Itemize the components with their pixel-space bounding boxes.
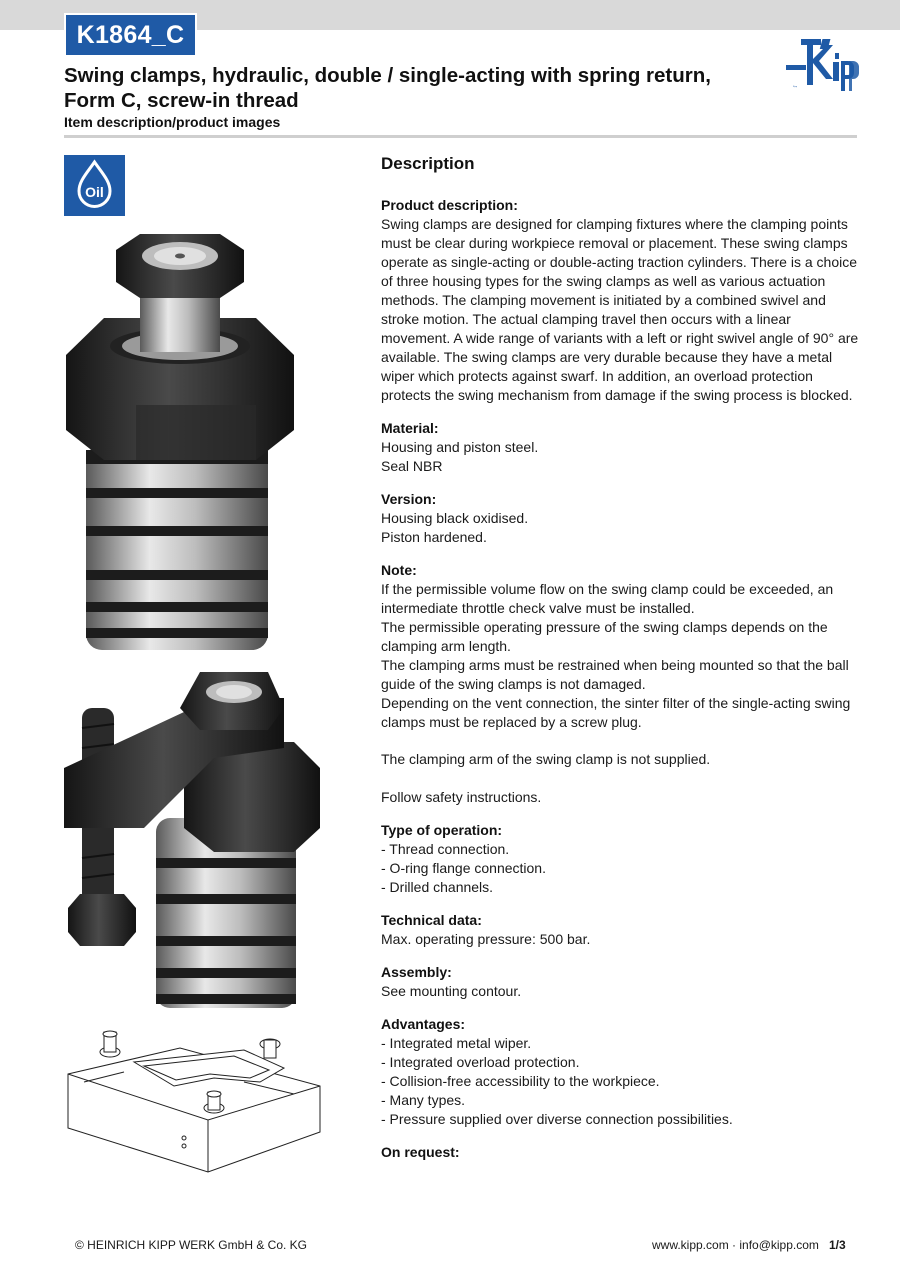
version-block — [381, 490, 859, 547]
type-of-operation-item: - Thread connection. — [381, 841, 510, 857]
oil-icon — [64, 155, 125, 216]
advantages-block — [381, 1015, 859, 1129]
type-of-operation-item: - O-ring flange connection. — [381, 860, 546, 876]
product-description-text: Swing clamps are designed for clamping fixtures where the clamping points must be clear during workpiece removal or placement. These swing clamps operate as single-acting or double-acting traction cylinders. There is a choice of three housing types for the swing clamps as well as various actuation methods. The clamping movement is initiated by a combined swivel and stroke motion. The actual clamping travel then occurs with a linear movement. A wide range of variants with a left or right swivel angle of 90° are available. The swing clamps are very durable because they have a metal wiper which protects against swarf. In addition, an overload protection protects the swing mechanism from damage if the swing process is blocked. — [381, 216, 859, 403]
page-title: Swing clamps, hydraulic, double / single-acting with spring return, Form C, screw-in thread — [64, 64, 711, 112]
material-block — [381, 419, 859, 476]
header-divider — [64, 135, 857, 138]
note-paragraph: The clamping arms must be restrained when being mounted so that the ball guide of the swing clamps is not damaged. — [381, 657, 849, 692]
page-number: 1/3 — [829, 1238, 846, 1252]
technical-data-label: Technical data: — [381, 912, 482, 928]
assembly-item: See mounting contour. — [381, 983, 522, 999]
advantages-item: - Many types. — [381, 1092, 466, 1108]
footer-contact: www.kipp.com · info@kipp.com — [652, 1238, 819, 1252]
material-line: Seal NBR — [381, 458, 443, 474]
material-line: Housing and piston steel. — [381, 439, 539, 455]
product-description-block — [381, 196, 859, 405]
note-block — [381, 561, 859, 732]
advantages-item: - Collision-free accessibility to the workpiece. — [381, 1073, 660, 1089]
kipp-logo — [783, 37, 859, 93]
product-image-swing-clamp-with-arm — [64, 668, 326, 1018]
product-image-swing-clamp — [64, 230, 299, 660]
on-request-block — [381, 1143, 859, 1162]
product-description-label: Product description: — [381, 197, 518, 213]
article-code-badge: K1864_C — [64, 13, 197, 57]
svg-text:Oil: Oil — [85, 184, 104, 200]
type-of-operation-label: Type of operation: — [381, 822, 503, 838]
assembly-label: Assembly: — [381, 964, 452, 980]
technical-data-block — [381, 911, 859, 949]
advantages-item: - Integrated metal wiper. — [381, 1035, 532, 1051]
version-line: Piston hardened. — [381, 529, 487, 545]
on-request-label: On request: — [381, 1144, 460, 1160]
safety-note — [381, 788, 859, 807]
footer-copyright: © HEINRICH KIPP WERK GmbH & Co. KG — [75, 1238, 307, 1252]
mounting-drawing — [64, 1022, 324, 1178]
note-paragraph: Depending on the vent connection, the sinter filter of the single-acting swing clamps must be replaced by a screw plug. — [381, 695, 851, 730]
note-paragraph: The permissible operating pressure of the swing clamps depends on the clamping arm length. — [381, 619, 828, 654]
version-line: Housing black oxidised. — [381, 510, 529, 526]
type-of-operation-block — [381, 821, 859, 897]
type-of-operation-item: - Drilled channels. — [381, 879, 494, 895]
note-label: Note: — [381, 562, 417, 578]
note-paragraph: If the permissible volume flow on the swing clamp could be exceeded, an intermediate throttle check valve must be installed. — [381, 581, 834, 616]
advantages-item: - Integrated overload protection. — [381, 1054, 580, 1070]
assembly-block — [381, 963, 859, 1001]
version-label: Version: — [381, 491, 437, 507]
svg-text:Kipp: Kipp — [793, 86, 798, 88]
technical-data-item: Max. operating pressure: 500 bar. — [381, 931, 591, 947]
not-supplied-text: The clamping arm of the swing clamp is not supplied. — [381, 751, 711, 767]
description-section — [381, 152, 859, 1176]
description-heading: Description — [381, 154, 475, 173]
page-subtitle: Item description/product images — [64, 114, 281, 130]
advantages-item: - Pressure supplied over diverse connection possibilities. — [381, 1111, 733, 1127]
not-supplied-note — [381, 750, 859, 769]
safety-text: Follow safety instructions. — [381, 789, 542, 805]
material-label: Material: — [381, 420, 439, 436]
advantages-label: Advantages: — [381, 1016, 466, 1032]
